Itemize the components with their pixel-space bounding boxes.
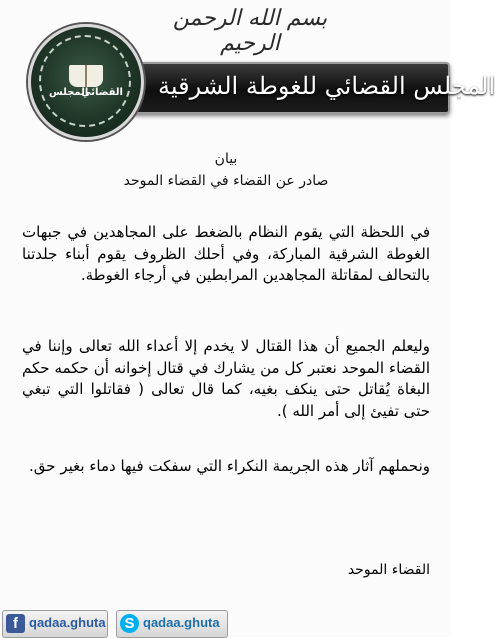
facebook-icon: f bbox=[6, 614, 25, 633]
open-book-icon bbox=[69, 65, 103, 87]
statement-paragraph: في اللحظة التي يقوم النظام بالضغط على المجاهدين في جبهات الغوطة الشرقية المباركة، وفي أحلك الظروف يقوم أبناء جلدتنا بالتحالف لمقاتلة المجاهدين المرابطين في أرجاء الغوطة. bbox=[22, 223, 430, 284]
statement-subtitle: صادر عن القضاء في القضاء الموحد bbox=[123, 173, 329, 189]
skype-handle: qadaa.ghuta bbox=[143, 615, 220, 630]
statement-paragraph: وليعلم الجميع أن هذا القتال لا يخدم إلا أعداء الله تعالى وإننا في القضاء الموحد نعتبر كل من يشارك في قتال إخوانه أن حكمه حكم البغاة يُقاتل حتى ينكف بغيه، كما قال تعالى ( فقاتلوا التي تبغي حتى تفيئ إلى أمر الله ). bbox=[22, 337, 430, 420]
letterhead bbox=[0, 0, 495, 128]
basmala-calligraphy: بسم الله الرحمن الرحيم bbox=[172, 6, 328, 56]
contact-footer bbox=[0, 600, 450, 637]
statement-signature: القضاء الموحد bbox=[347, 562, 430, 578]
logo-word-council: المجلس bbox=[49, 87, 89, 98]
facebook-handle: qadaa.ghuta bbox=[29, 615, 106, 630]
skype-icon: S bbox=[120, 614, 139, 633]
statement-heading: بيان bbox=[214, 151, 238, 167]
council-title-banner bbox=[96, 62, 495, 114]
council-title: المجلس القضائي للغوطة الشرقية bbox=[158, 72, 495, 100]
facebook-link[interactable] bbox=[2, 610, 108, 638]
council-logo bbox=[28, 24, 144, 140]
skype-link[interactable] bbox=[116, 610, 228, 638]
statement-paragraph: ونحملهم آثار هذه الجريمة النكراء التي سفكت فيها دماء بغير حق. bbox=[29, 457, 430, 475]
logo-word-judicial: القضائي bbox=[81, 87, 123, 98]
